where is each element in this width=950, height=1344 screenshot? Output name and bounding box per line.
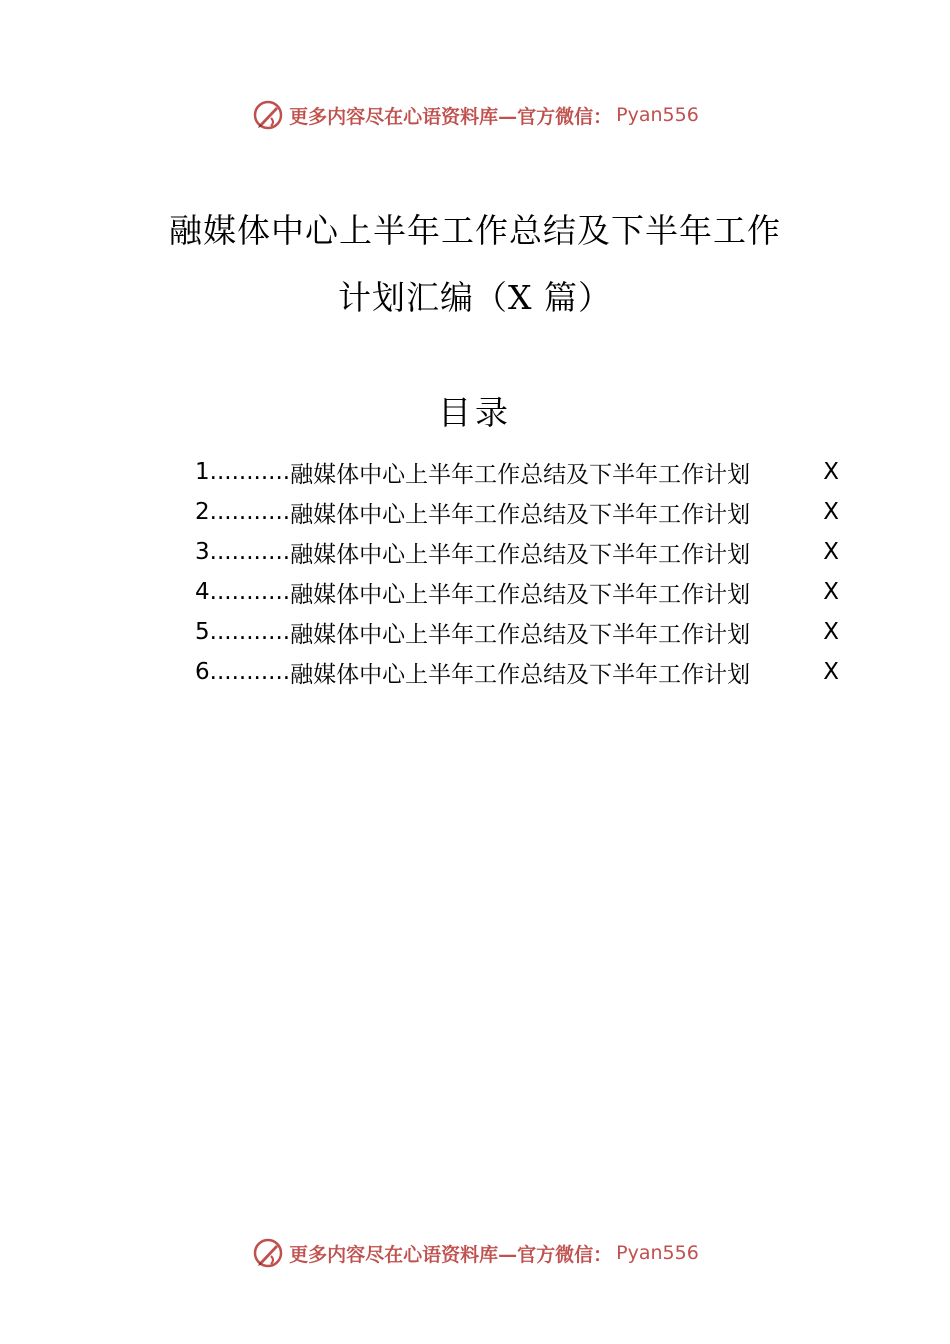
toc-item-title: 融媒体中心上半年工作总结及下半年工作计划 xyxy=(290,621,751,648)
header-banner-text: 更多内容尽在心语资料库—官方微信： xyxy=(289,105,613,128)
toc-item-title: 融媒体中心上半年工作总结及下半年工作计划 xyxy=(290,581,751,608)
toc-item-leader: ........... xyxy=(209,659,291,685)
pen-logo-icon xyxy=(251,98,285,132)
toc-item-page: X xyxy=(823,499,839,525)
toc-item-title: 融媒体中心上半年工作总结及下半年工作计划 xyxy=(290,461,751,488)
toc-item[interactable] xyxy=(195,612,845,652)
toc-item-leader: ........... xyxy=(209,499,291,525)
toc-item-leader: ........... xyxy=(209,539,291,565)
toc-item-page: X xyxy=(823,659,839,685)
toc-item[interactable] xyxy=(195,532,845,572)
footer-banner xyxy=(0,1233,950,1273)
toc-item-page: X xyxy=(823,619,839,645)
header-banner xyxy=(0,95,950,135)
toc-item-number: 4 xyxy=(195,579,210,605)
toc-item[interactable] xyxy=(195,452,845,492)
footer-banner-text: 更多内容尽在心语资料库—官方微信： xyxy=(289,1243,613,1266)
toc-item-number: 1 xyxy=(195,459,210,485)
toc-item-leader: ........... xyxy=(209,459,291,485)
document-title-line1: 融媒体中心上半年工作总结及下半年工作 xyxy=(169,211,781,250)
toc-item[interactable] xyxy=(195,652,845,692)
toc-item-page: X xyxy=(823,579,839,605)
toc-item[interactable] xyxy=(195,572,845,612)
toc-heading: 目录 xyxy=(438,393,512,432)
toc-item-page: X xyxy=(823,539,839,565)
toc-item-number: 5 xyxy=(195,619,210,645)
pen-logo-icon xyxy=(251,1236,285,1270)
toc-item-number: 2 xyxy=(195,499,210,525)
toc-item-number: 3 xyxy=(195,539,210,565)
header-banner-wechat-id: Pyan556 xyxy=(616,104,699,126)
toc-item-leader: ........... xyxy=(209,579,291,605)
toc-item[interactable] xyxy=(195,492,845,532)
toc-item-leader: ........... xyxy=(209,619,291,645)
toc-item-page: X xyxy=(823,459,839,485)
toc-item-title: 融媒体中心上半年工作总结及下半年工作计划 xyxy=(290,501,751,528)
toc-item-number: 6 xyxy=(195,659,210,685)
document-title-line2: 计划汇编（X 篇） xyxy=(338,278,612,317)
toc-list xyxy=(195,452,845,692)
toc-item-title: 融媒体中心上半年工作总结及下半年工作计划 xyxy=(290,661,751,688)
footer-banner-wechat-id: Pyan556 xyxy=(616,1242,699,1264)
toc-item-title: 融媒体中心上半年工作总结及下半年工作计划 xyxy=(290,541,751,568)
